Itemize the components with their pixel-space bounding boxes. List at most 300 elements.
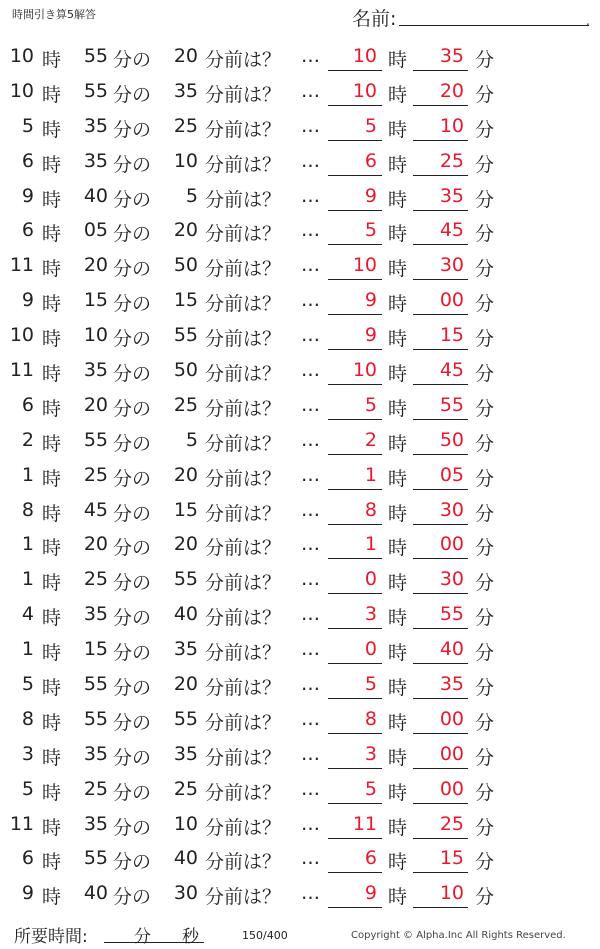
minutes-before-question: 分前は？ bbox=[205, 223, 282, 246]
ellipsis: … bbox=[301, 114, 320, 137]
problem-start-hour: 6 bbox=[21, 149, 34, 172]
hour-unit-label: 時 bbox=[42, 328, 62, 351]
answer-minute-unit: 分 bbox=[475, 223, 495, 246]
answer-minute-unit: 分 bbox=[475, 397, 495, 420]
problem-start-minute: 10 bbox=[83, 324, 108, 347]
minute-of-label: 分の bbox=[113, 223, 152, 246]
answer-minute-unit: 分 bbox=[475, 467, 495, 490]
answer-hour-unit: 時 bbox=[388, 711, 408, 734]
answer-hour: 9 bbox=[364, 324, 377, 347]
minutes-before-question: 分前は？ bbox=[205, 293, 282, 316]
hour-unit-label: 時 bbox=[42, 781, 62, 804]
answer-minute: 30 bbox=[439, 498, 464, 521]
problem-minutes-before: 25 bbox=[173, 777, 198, 800]
ellipsis: … bbox=[301, 359, 320, 382]
answer-minute-unit: 分 bbox=[475, 293, 495, 316]
hour-unit-label: 時 bbox=[42, 397, 62, 420]
problem-start-minute: 55 bbox=[83, 673, 108, 696]
problem-minutes-before: 20 bbox=[173, 673, 198, 696]
minutes-before-question: 分前は？ bbox=[205, 258, 282, 281]
answer-hour-unit: 時 bbox=[388, 49, 408, 71]
problem-start-hour: 1 bbox=[21, 463, 34, 486]
hour-unit-label: 時 bbox=[42, 537, 62, 560]
name-line-end-dot: . bbox=[586, 14, 590, 28]
hour-unit-label: 時 bbox=[42, 188, 62, 211]
answer-minute-unit: 分 bbox=[475, 258, 495, 281]
problem-minutes-before: 50 bbox=[173, 359, 198, 382]
minute-of-label: 分の bbox=[113, 188, 152, 211]
minutes-before-question: 分前は？ bbox=[205, 816, 282, 839]
answer-hour: 5 bbox=[364, 673, 377, 696]
hour-unit-label: 時 bbox=[42, 711, 62, 734]
hour-unit-label: 時 bbox=[42, 258, 62, 281]
problem-row bbox=[0, 772, 600, 807]
answer-hour: 10 bbox=[352, 254, 377, 277]
answer-minute-unit: 分 bbox=[475, 537, 495, 560]
hour-unit-label: 時 bbox=[42, 118, 62, 141]
answer-hour-unit: 時 bbox=[388, 537, 408, 560]
problem-row bbox=[0, 667, 600, 702]
name-field-line[interactable] bbox=[399, 25, 589, 26]
answer-minute: 30 bbox=[439, 254, 464, 277]
hour-unit-label: 時 bbox=[42, 467, 62, 490]
answer-hour-unit: 時 bbox=[388, 328, 408, 351]
minute-of-label: 分の bbox=[113, 118, 152, 141]
minute-of-label: 分の bbox=[113, 746, 152, 769]
problem-minutes-before: 25 bbox=[173, 114, 198, 137]
problem-row bbox=[0, 632, 600, 667]
problem-minutes-before: 35 bbox=[173, 79, 198, 102]
minutes-before-question: 分前は？ bbox=[205, 572, 282, 595]
answer-hour-unit: 時 bbox=[388, 363, 408, 386]
ellipsis: … bbox=[301, 79, 320, 102]
answer-hour-unit: 時 bbox=[388, 572, 408, 595]
ellipsis: … bbox=[301, 149, 320, 172]
problem-start-hour: 11 bbox=[9, 812, 34, 835]
name-label: 名前: bbox=[352, 8, 397, 30]
answer-minute: 00 bbox=[439, 777, 464, 800]
answer-hour: 5 bbox=[364, 393, 377, 416]
answer-minute: 10 bbox=[439, 882, 464, 905]
answer-hour: 3 bbox=[364, 603, 377, 626]
problem-minutes-before: 55 bbox=[173, 324, 198, 347]
answer-hour-unit: 時 bbox=[388, 816, 408, 839]
answer-hour-unit: 時 bbox=[388, 223, 408, 246]
ellipsis: … bbox=[301, 498, 320, 521]
problem-row bbox=[0, 248, 600, 283]
minute-of-label: 分の bbox=[113, 816, 152, 839]
problem-row bbox=[0, 423, 600, 458]
problem-minutes-before: 25 bbox=[173, 393, 198, 416]
problem-start-hour: 10 bbox=[9, 45, 34, 67]
answer-minute: 20 bbox=[439, 79, 464, 102]
hour-unit-label: 時 bbox=[42, 153, 62, 176]
answer-hour-unit: 時 bbox=[388, 746, 408, 769]
minute-of-label: 分の bbox=[113, 537, 152, 560]
minute-of-label: 分の bbox=[113, 572, 152, 595]
answer-hour: 0 bbox=[364, 638, 377, 661]
problem-minutes-before: 5 bbox=[185, 428, 198, 451]
problem-minutes-before: 20 bbox=[173, 219, 198, 242]
ellipsis: … bbox=[301, 428, 320, 451]
answer-minute: 25 bbox=[439, 812, 464, 835]
problem-row bbox=[0, 458, 600, 493]
minutes-before-question: 分前は？ bbox=[205, 432, 282, 455]
minute-of-label: 分の bbox=[113, 293, 152, 316]
problem-start-minute: 20 bbox=[83, 254, 108, 277]
elapsed-seconds-unit: 秒 bbox=[182, 927, 199, 947]
problem-start-minute: 25 bbox=[83, 463, 108, 486]
problem-minutes-before: 15 bbox=[173, 289, 198, 312]
answer-minute-unit: 分 bbox=[475, 118, 495, 141]
answer-minute-unit: 分 bbox=[475, 816, 495, 839]
minutes-before-question: 分前は？ bbox=[205, 886, 282, 909]
ellipsis: … bbox=[301, 812, 320, 835]
minutes-before-question: 分前は？ bbox=[205, 642, 282, 665]
problem-row bbox=[0, 702, 600, 737]
problem-start-minute: 40 bbox=[83, 184, 108, 207]
minute-of-label: 分の bbox=[113, 781, 152, 804]
minutes-before-question: 分前は？ bbox=[205, 328, 282, 351]
answer-minute-unit: 分 bbox=[475, 363, 495, 386]
ellipsis: … bbox=[301, 324, 320, 347]
problem-minutes-before: 35 bbox=[173, 742, 198, 765]
answer-hour-unit: 時 bbox=[388, 153, 408, 176]
hour-unit-label: 時 bbox=[42, 83, 62, 106]
problem-row bbox=[0, 144, 600, 179]
answer-hour-unit: 時 bbox=[388, 188, 408, 211]
problem-row bbox=[0, 597, 600, 632]
problem-start-minute: 25 bbox=[83, 568, 108, 591]
minutes-before-question: 分前は？ bbox=[205, 467, 282, 490]
answer-hour-unit: 時 bbox=[388, 293, 408, 316]
problem-start-hour: 2 bbox=[21, 428, 34, 451]
minute-of-label: 分の bbox=[113, 502, 152, 525]
answer-hour-unit: 時 bbox=[388, 886, 408, 909]
answer-hour: 5 bbox=[364, 114, 377, 137]
problem-row bbox=[0, 283, 600, 318]
problem-start-minute: 35 bbox=[83, 114, 108, 137]
answer-minute-unit: 分 bbox=[475, 607, 495, 630]
minutes-before-question: 分前は？ bbox=[205, 537, 282, 560]
problem-minutes-before: 20 bbox=[173, 533, 198, 556]
answer-hour: 11 bbox=[352, 812, 377, 835]
minute-of-label: 分の bbox=[113, 397, 152, 420]
ellipsis: … bbox=[301, 393, 320, 416]
answer-hour: 5 bbox=[364, 777, 377, 800]
problem-start-hour: 1 bbox=[21, 638, 34, 661]
answer-hour: 10 bbox=[352, 79, 377, 102]
problem-start-hour: 9 bbox=[21, 289, 34, 312]
problem-minutes-before: 10 bbox=[173, 149, 198, 172]
problem-row bbox=[0, 109, 600, 144]
answer-hour-unit: 時 bbox=[388, 258, 408, 281]
problem-row bbox=[0, 74, 600, 109]
answer-minute-unit: 分 bbox=[475, 851, 495, 874]
answer-minute-unit: 分 bbox=[475, 677, 495, 700]
problem-minutes-before: 40 bbox=[173, 603, 198, 626]
problem-start-hour: 6 bbox=[21, 393, 34, 416]
problem-row bbox=[0, 807, 600, 842]
minutes-before-question: 分前は？ bbox=[205, 851, 282, 874]
worksheet-counter: 150/400 bbox=[242, 929, 288, 942]
problem-start-minute: 40 bbox=[83, 882, 108, 905]
problem-start-minute: 20 bbox=[83, 533, 108, 556]
problem-minutes-before: 15 bbox=[173, 498, 198, 521]
problem-start-hour: 1 bbox=[21, 533, 34, 556]
problem-start-minute: 35 bbox=[83, 812, 108, 835]
answer-minute: 05 bbox=[439, 463, 464, 486]
answer-hour-unit: 時 bbox=[388, 642, 408, 665]
problem-start-hour: 4 bbox=[21, 603, 34, 626]
minute-of-label: 分の bbox=[113, 642, 152, 665]
hour-unit-label: 時 bbox=[42, 572, 62, 595]
answer-minute: 45 bbox=[439, 219, 464, 242]
answer-hour: 3 bbox=[364, 742, 377, 765]
answer-minute: 50 bbox=[439, 428, 464, 451]
ellipsis: … bbox=[301, 673, 320, 696]
problem-start-hour: 10 bbox=[9, 79, 34, 102]
ellipsis: … bbox=[301, 777, 320, 800]
answer-hour: 10 bbox=[352, 45, 377, 67]
problem-minutes-before: 35 bbox=[173, 638, 198, 661]
ellipsis: … bbox=[301, 882, 320, 905]
answer-hour-unit: 時 bbox=[388, 851, 408, 874]
problem-start-minute: 35 bbox=[83, 149, 108, 172]
problem-row bbox=[0, 527, 600, 562]
answer-hour-unit: 時 bbox=[388, 677, 408, 700]
hour-unit-label: 時 bbox=[42, 851, 62, 874]
hour-unit-label: 時 bbox=[42, 363, 62, 386]
answer-hour: 1 bbox=[364, 463, 377, 486]
answer-minute: 55 bbox=[439, 603, 464, 626]
answer-hour: 0 bbox=[364, 568, 377, 591]
answer-minute: 00 bbox=[439, 707, 464, 730]
minutes-before-question: 分前は？ bbox=[205, 83, 282, 106]
answer-minute-unit: 分 bbox=[475, 502, 495, 525]
answer-hour: 9 bbox=[364, 184, 377, 207]
ellipsis: … bbox=[301, 638, 320, 661]
problem-start-hour: 5 bbox=[21, 114, 34, 137]
answer-minute-unit: 分 bbox=[475, 711, 495, 734]
minutes-before-question: 分前は？ bbox=[205, 363, 282, 386]
minute-of-label: 分の bbox=[113, 711, 152, 734]
elapsed-time-label: 所要時間: bbox=[14, 927, 88, 947]
problem-start-minute: 25 bbox=[83, 777, 108, 800]
problem-start-minute: 55 bbox=[83, 79, 108, 102]
answer-minute: 00 bbox=[439, 742, 464, 765]
answer-hour-unit: 時 bbox=[388, 432, 408, 455]
minute-of-label: 分の bbox=[113, 49, 152, 71]
problem-start-hour: 11 bbox=[9, 359, 34, 382]
answer-minute-unit: 分 bbox=[475, 83, 495, 106]
hour-unit-label: 時 bbox=[42, 816, 62, 839]
minute-of-label: 分の bbox=[113, 328, 152, 351]
minutes-before-question: 分前は？ bbox=[205, 188, 282, 211]
minute-of-label: 分の bbox=[113, 258, 152, 281]
answer-minute: 15 bbox=[439, 324, 464, 347]
answer-minute: 25 bbox=[439, 149, 464, 172]
ellipsis: … bbox=[301, 533, 320, 556]
answer-minute-unit: 分 bbox=[475, 432, 495, 455]
answer-minute-unit: 分 bbox=[475, 642, 495, 665]
problem-start-hour: 1 bbox=[21, 568, 34, 591]
problem-start-hour: 8 bbox=[21, 707, 34, 730]
problem-start-minute: 20 bbox=[83, 393, 108, 416]
hour-unit-label: 時 bbox=[42, 502, 62, 525]
answer-minute: 35 bbox=[439, 673, 464, 696]
answer-hour: 6 bbox=[364, 149, 377, 172]
minute-of-label: 分の bbox=[113, 467, 152, 490]
answer-minute: 00 bbox=[439, 289, 464, 312]
minutes-before-question: 分前は？ bbox=[205, 746, 282, 769]
answer-minute-unit: 分 bbox=[475, 886, 495, 909]
problem-minutes-before: 55 bbox=[173, 568, 198, 591]
ellipsis: … bbox=[301, 847, 320, 870]
hour-unit-label: 時 bbox=[42, 642, 62, 665]
ellipsis: … bbox=[301, 568, 320, 591]
problem-start-hour: 5 bbox=[21, 777, 34, 800]
answer-hour: 5 bbox=[364, 219, 377, 242]
answer-minute: 40 bbox=[439, 638, 464, 661]
problem-row bbox=[0, 841, 600, 876]
minutes-before-question: 分前は？ bbox=[205, 49, 282, 71]
problem-start-hour: 9 bbox=[21, 184, 34, 207]
problem-start-hour: 3 bbox=[21, 742, 34, 765]
problem-row bbox=[0, 562, 600, 597]
worksheet-title: 時間引き算5解答 bbox=[12, 8, 96, 21]
answer-minute-unit: 分 bbox=[475, 328, 495, 351]
problem-start-minute: 55 bbox=[83, 428, 108, 451]
problem-start-minute: 15 bbox=[83, 289, 108, 312]
problem-start-hour: 6 bbox=[21, 847, 34, 870]
problem-start-minute: 35 bbox=[83, 603, 108, 626]
problem-start-minute: 05 bbox=[83, 219, 108, 242]
ellipsis: … bbox=[301, 219, 320, 242]
answer-minute-unit: 分 bbox=[475, 781, 495, 804]
ellipsis: … bbox=[301, 742, 320, 765]
problem-start-minute: 35 bbox=[83, 359, 108, 382]
answer-minute: 35 bbox=[439, 184, 464, 207]
answer-minute-unit: 分 bbox=[475, 188, 495, 211]
hour-unit-label: 時 bbox=[42, 677, 62, 700]
problem-start-minute: 35 bbox=[83, 742, 108, 765]
answer-hour-unit: 時 bbox=[388, 781, 408, 804]
minutes-before-question: 分前は？ bbox=[205, 677, 282, 700]
problem-minutes-before: 10 bbox=[173, 812, 198, 835]
problem-row bbox=[0, 737, 600, 772]
problem-start-minute: 55 bbox=[83, 45, 108, 67]
hour-unit-label: 時 bbox=[42, 223, 62, 246]
problem-minutes-before: 20 bbox=[173, 45, 198, 67]
minutes-before-question: 分前は？ bbox=[205, 781, 282, 804]
problem-row bbox=[0, 318, 600, 353]
answer-hour: 8 bbox=[364, 498, 377, 521]
problem-row bbox=[0, 353, 600, 388]
answer-minute-unit: 分 bbox=[475, 49, 495, 71]
ellipsis: … bbox=[301, 184, 320, 207]
minute-of-label: 分の bbox=[113, 851, 152, 874]
ellipsis: … bbox=[301, 254, 320, 277]
hour-unit-label: 時 bbox=[42, 607, 62, 630]
copyright-notice: Copyright © Alpha.Inc All Rights Reserved. bbox=[351, 930, 566, 941]
problem-list bbox=[0, 39, 600, 911]
problem-row bbox=[0, 876, 600, 911]
answer-minute: 30 bbox=[439, 568, 464, 591]
answer-hour: 1 bbox=[364, 533, 377, 556]
problem-row bbox=[0, 493, 600, 528]
problem-minutes-before: 55 bbox=[173, 707, 198, 730]
minutes-before-question: 分前は？ bbox=[205, 711, 282, 734]
minutes-before-question: 分前は？ bbox=[205, 607, 282, 630]
problem-row bbox=[0, 388, 600, 423]
ellipsis: … bbox=[301, 463, 320, 486]
problem-minutes-before: 30 bbox=[173, 882, 198, 905]
answer-minute: 35 bbox=[439, 45, 464, 67]
problem-minutes-before: 50 bbox=[173, 254, 198, 277]
answer-minute: 55 bbox=[439, 393, 464, 416]
answer-hour: 10 bbox=[352, 359, 377, 382]
problem-minutes-before: 5 bbox=[185, 184, 198, 207]
minutes-before-question: 分前は？ bbox=[205, 118, 282, 141]
minute-of-label: 分の bbox=[113, 886, 152, 909]
answer-minute: 10 bbox=[439, 114, 464, 137]
answer-hour: 8 bbox=[364, 707, 377, 730]
ellipsis: … bbox=[301, 45, 320, 67]
problem-start-hour: 6 bbox=[21, 219, 34, 242]
answer-hour: 9 bbox=[364, 882, 377, 905]
answer-minute-unit: 分 bbox=[475, 572, 495, 595]
hour-unit-label: 時 bbox=[42, 886, 62, 909]
hour-unit-label: 時 bbox=[42, 432, 62, 455]
problem-row bbox=[0, 213, 600, 248]
minutes-before-question: 分前は？ bbox=[205, 397, 282, 420]
answer-hour-unit: 時 bbox=[388, 83, 408, 106]
problem-start-hour: 10 bbox=[9, 324, 34, 347]
hour-unit-label: 時 bbox=[42, 746, 62, 769]
hour-unit-label: 時 bbox=[42, 49, 62, 71]
minute-of-label: 分の bbox=[113, 363, 152, 386]
problem-start-hour: 9 bbox=[21, 882, 34, 905]
problem-minutes-before: 20 bbox=[173, 463, 198, 486]
answer-minute-unit: 分 bbox=[475, 153, 495, 176]
minutes-before-question: 分前は？ bbox=[205, 153, 282, 176]
problem-start-minute: 15 bbox=[83, 638, 108, 661]
answer-hour: 2 bbox=[364, 428, 377, 451]
answer-hour-unit: 時 bbox=[388, 118, 408, 141]
problem-start-hour: 11 bbox=[9, 254, 34, 277]
answer-hour: 9 bbox=[364, 289, 377, 312]
answer-hour-unit: 時 bbox=[388, 397, 408, 420]
minute-of-label: 分の bbox=[113, 153, 152, 176]
minute-of-label: 分の bbox=[113, 432, 152, 455]
answer-hour-unit: 時 bbox=[388, 502, 408, 525]
elapsed-minutes-unit: 分 bbox=[134, 927, 151, 947]
problem-start-minute: 55 bbox=[83, 707, 108, 730]
minute-of-label: 分の bbox=[113, 677, 152, 700]
problem-row bbox=[0, 39, 600, 74]
problem-start-hour: 5 bbox=[21, 673, 34, 696]
minutes-before-question: 分前は？ bbox=[205, 502, 282, 525]
problem-minutes-before: 40 bbox=[173, 847, 198, 870]
problem-start-minute: 55 bbox=[83, 847, 108, 870]
answer-hour-unit: 時 bbox=[388, 467, 408, 490]
answer-hour-unit: 時 bbox=[388, 607, 408, 630]
answer-minute: 00 bbox=[439, 533, 464, 556]
minute-of-label: 分の bbox=[113, 607, 152, 630]
minute-of-label: 分の bbox=[113, 83, 152, 106]
problem-row bbox=[0, 179, 600, 214]
